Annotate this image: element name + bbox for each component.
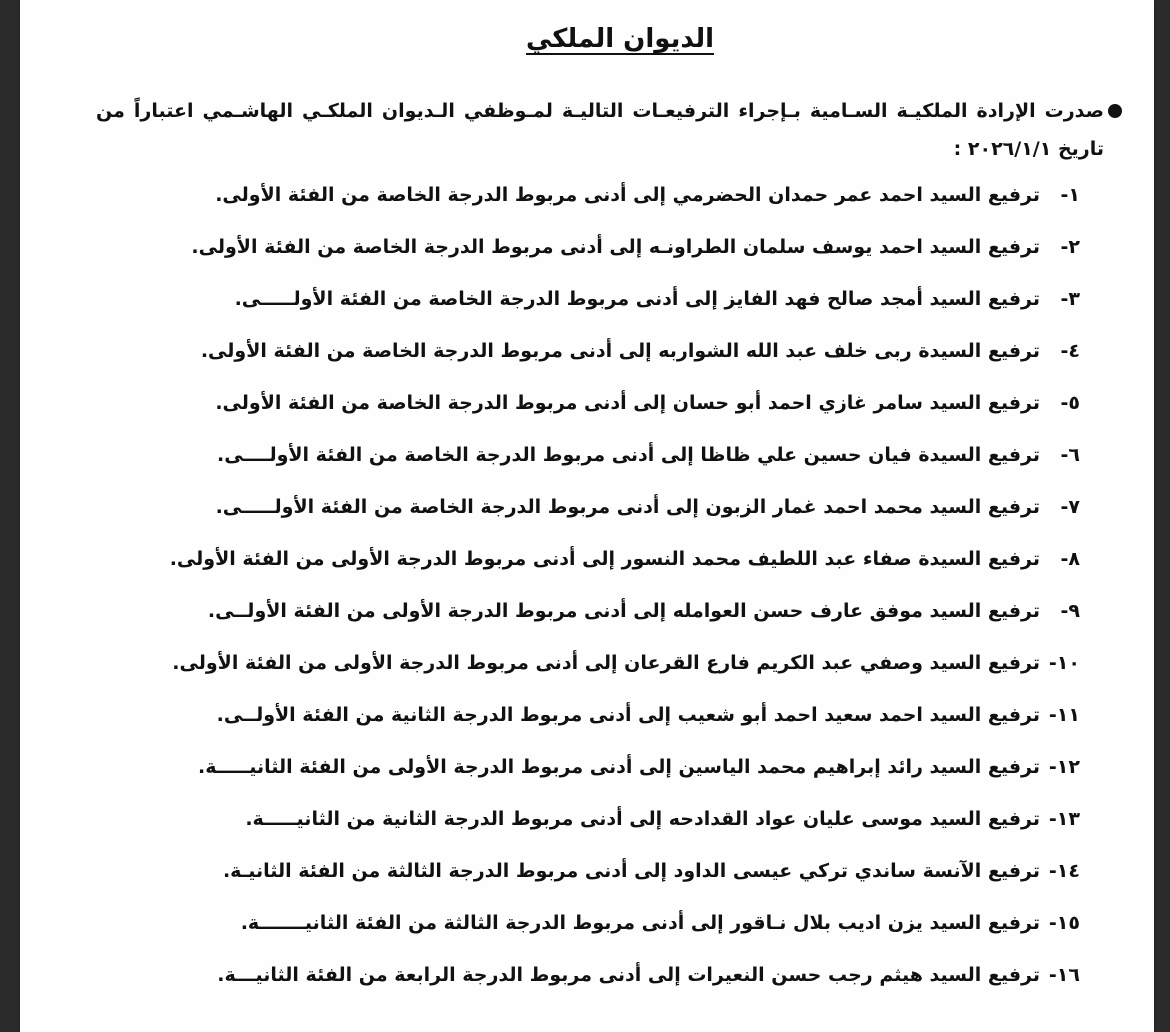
document-page bbox=[20, 0, 1154, 1032]
item-text: ترفيع السيد احمد سعيد احمد أبو شعيب إلى أدنى مربوط الدرجة الثانية من الفئة الأولــى. bbox=[216, 704, 1040, 726]
list-item bbox=[201, 340, 1080, 362]
item-text: ترفيع الآنسة ساندي تركي عيسى الداود إلى أدنى مربوط الدرجة الثالثة من الفئة الثانيـة. bbox=[222, 860, 1040, 882]
list-item bbox=[191, 236, 1080, 258]
item-text: ترفيع السيد احمد يوسف سلمان الطراونـه إلى أدنى مربوط الدرجة الخاصة من الفئة الأولى. bbox=[191, 236, 1040, 258]
item-number: ١٥- bbox=[1048, 912, 1080, 934]
item-text: ترفيع السيدة فيان حسين علي ظاظا إلى أدنى مربوط الدرجة الخاصة من الفئة الأولــــى. bbox=[217, 444, 1040, 466]
item-text: ترفيع السيدة صفاء عبد اللطيف محمد النسور إلى أدنى مربوط الدرجة الأولى من الفئة الأولى. bbox=[169, 548, 1040, 570]
list-item bbox=[241, 912, 1080, 934]
item-number: ٢- bbox=[1060, 236, 1080, 258]
item-number: ١٣- bbox=[1048, 808, 1080, 830]
bullet-icon bbox=[1108, 104, 1122, 118]
list-item bbox=[216, 496, 1080, 518]
item-text: ترفيع السيد محمد احمد غمار الزبون إلى أدنى مربوط الدرجة الخاصة من الفئة الأولـــــى. bbox=[215, 496, 1040, 518]
item-text: ترفيع السيد موسى عليان عواد القدادحه إلى أدنى مربوط الدرجة الثانية من الثانيـــــة. bbox=[245, 808, 1040, 830]
item-number: ١١- bbox=[1048, 704, 1080, 726]
right-frame bbox=[1152, 0, 1170, 1032]
item-number: ١٤- bbox=[1048, 860, 1080, 882]
list-item bbox=[208, 600, 1080, 622]
item-number: ٩- bbox=[1060, 600, 1080, 622]
item-number: ١- bbox=[1060, 184, 1080, 206]
item-number: ١٦- bbox=[1048, 964, 1080, 986]
left-frame bbox=[0, 0, 20, 1032]
list-item bbox=[198, 756, 1080, 778]
item-text: ترفيع السيد سامر غازي احمد أبو حسان إلى أدنى مربوط الدرجة الخاصة من الفئة الأولى. bbox=[215, 392, 1040, 414]
item-text: ترفيع السيد وصفي عبد الكريم فارع القرعان إلى أدنى مربوط الدرجة الأولى من الفئة الأولى. bbox=[172, 652, 1040, 674]
list-item bbox=[223, 860, 1080, 882]
item-number: ٥- bbox=[1060, 392, 1080, 414]
item-text: ترفيع السيد رائد إبراهيم محمد الياسين إلى أدنى مربوط الدرجة الأولى من الفئة الثانيـــــة. bbox=[197, 756, 1040, 778]
intro-paragraph: صدرت الإرادة الملكيـة السـامية بـإجراء الترفيعـات التاليـة لمـوظفي الـديوان الملكـي الهاشـمي اعتباراً من تاريخ ٢٠٢٦/١/١ : bbox=[96, 100, 1104, 160]
item-text: ترفيع السيد يزن اديب بلال نـاقور إلى أدنى مربوط الدرجة الثالثة من الفئة الثانيـــــــة. bbox=[240, 912, 1040, 934]
item-text: ترفيع السيدة ربى خلف عبد الله الشواربه إلى أدنى مربوط الدرجة الخاصة من الفئة الأولى. bbox=[200, 340, 1040, 362]
list-item bbox=[217, 964, 1080, 986]
item-number: ٧- bbox=[1060, 496, 1080, 518]
item-number: ١٢- bbox=[1048, 756, 1080, 778]
item-text: ترفيع السيد موفق عارف حسن العوامله إلى أدنى مربوط الدرجة الأولى من الفئة الأولــى. bbox=[207, 600, 1040, 622]
item-number: ٦- bbox=[1060, 444, 1080, 466]
item-text: ترفيع السيد احمد عمر حمدان الحضرمي إلى أدنى مربوط الدرجة الخاصة من الفئة الأولى. bbox=[215, 184, 1040, 206]
item-number: ٤- bbox=[1060, 340, 1080, 362]
list-item bbox=[170, 548, 1080, 570]
list-item bbox=[217, 444, 1080, 466]
list-item bbox=[215, 184, 1080, 206]
list-item bbox=[235, 288, 1080, 310]
item-number: ١٠- bbox=[1048, 652, 1080, 674]
item-text: ترفيع السيد هيثم رجب حسن النعيرات إلى أدنى مربوط الدرجة الرابعة من الفئة الثانيـــة. bbox=[217, 964, 1040, 986]
page-title: الديوان الملكي bbox=[525, 24, 715, 54]
list-item bbox=[245, 808, 1080, 830]
list-item bbox=[215, 392, 1080, 414]
item-number: ٨- bbox=[1060, 548, 1080, 570]
list-item bbox=[172, 652, 1080, 674]
item-text: ترفيع السيد أمجد صالح فهد الفايز إلى أدنى مربوط الدرجة الخاصة من الفئة الأولـــــى. bbox=[234, 288, 1040, 310]
list-item bbox=[217, 704, 1080, 726]
item-number: ٣- bbox=[1060, 288, 1080, 310]
